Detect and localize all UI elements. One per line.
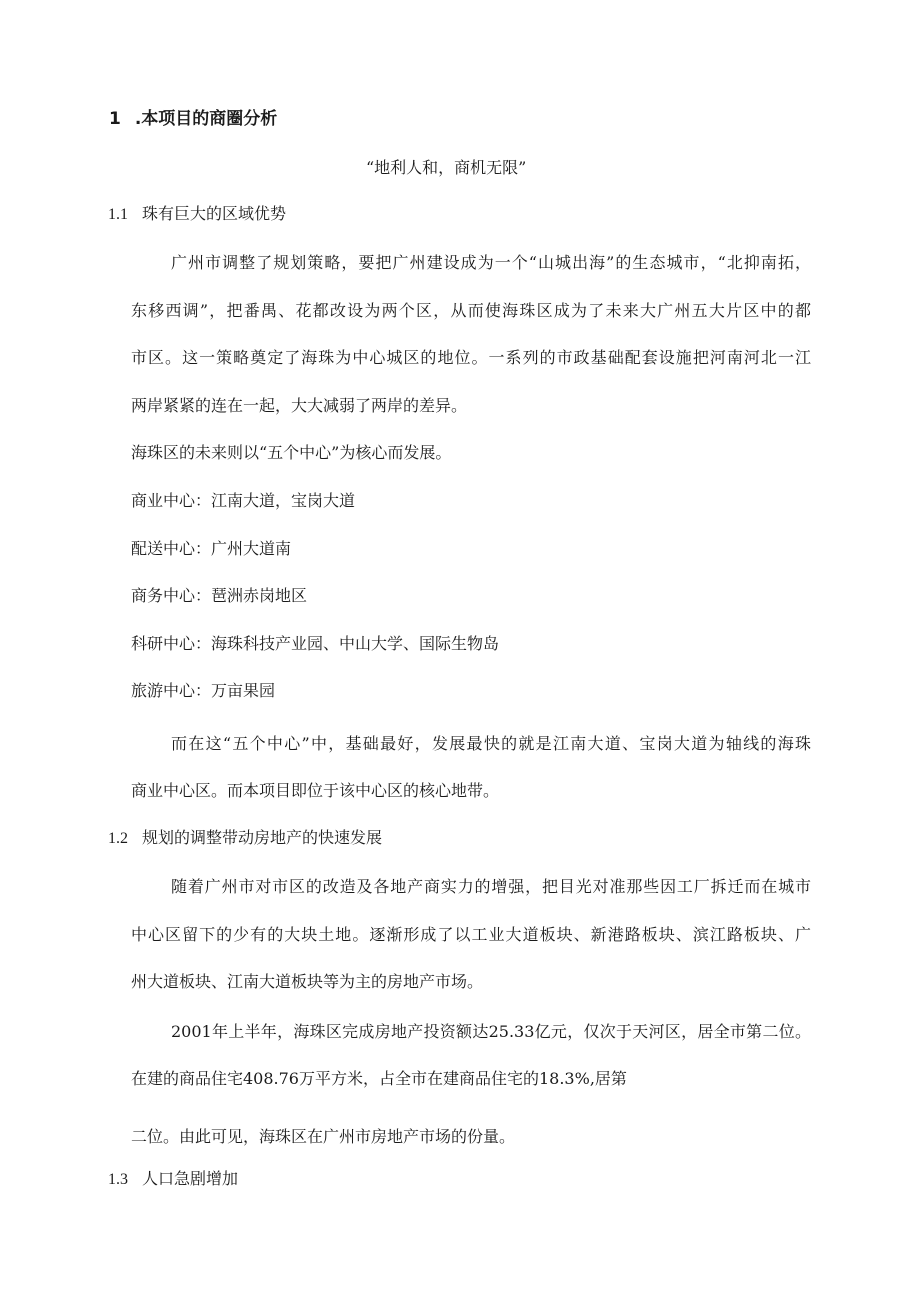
- motto: “地利人和，商机无限”: [366, 158, 527, 177]
- paragraph-line: 市区。这一策略奠定了海珠为中心城区的地位。一系列的市政基础配套设施把河南河北一江: [131, 348, 811, 367]
- paragraph-line: 而在这“五个中心”中，基础最好，发展最快的就是江南大道、宝岗大道为轴线的海珠: [171, 734, 811, 753]
- paragraph-line: 两岸紧紧的连在一起，大大减弱了两岸的差异。: [131, 396, 468, 415]
- main-heading: [109, 109, 277, 129]
- paragraph-line: 在建的商品住宅408.76万平方米，占全市在建商品住宅的18.3%,居第: [131, 1069, 627, 1088]
- paragraph-line: 2001年上半年，海珠区完成房地产投资额达25.33亿元，仅次于天河区，居全市第二位。: [171, 1022, 811, 1041]
- section-number: 1.2: [108, 830, 128, 847]
- paragraph-line: 二位。由此可见，海珠区在广州市房地产市场的份量。: [131, 1127, 516, 1146]
- heading-title: .本项目的商圈分析: [134, 109, 278, 129]
- center-item: 科研中心：海珠科技产业园、中山大学、国际生物岛: [131, 634, 500, 653]
- section-number: 1.3: [108, 1171, 128, 1188]
- paragraph-line: 州大道板块、江南大道板块等为主的房地产市场。: [131, 972, 484, 991]
- paragraph-line: 广州市调整了规划策略，要把广州建设成为一个“山城出海”的生态城市，“北抑南拓，: [171, 253, 811, 272]
- section-title: 珠有巨大的区域优势: [142, 204, 287, 223]
- paragraph-line: 商业中心区。而本项目即位于该中心区的核心地带。: [131, 781, 500, 800]
- section-number: 1.1: [108, 206, 128, 223]
- section-1-3-heading: [108, 1169, 238, 1190]
- center-item: 商业中心：江南大道，宝岗大道: [131, 491, 356, 510]
- section-1-2-heading: [108, 828, 382, 849]
- section-1-1-heading: [108, 204, 286, 225]
- section-title: 规划的调整带动房地产的快速发展: [142, 828, 383, 847]
- center-item: 旅游中心：万亩果园: [131, 681, 276, 700]
- paragraph-line: 中心区留下的少有的大块土地。逐渐形成了以工业大道板块、新港路板块、滨江路板块、广: [131, 925, 811, 944]
- heading-number: 1: [109, 109, 121, 129]
- section-title: 人口急剧增加: [142, 1169, 239, 1188]
- center-item: 商务中心：琶洲赤岗地区: [131, 586, 308, 605]
- center-item: 配送中心：广州大道南: [131, 539, 292, 558]
- five-centers-intro: 海珠区的未来则以“五个中心”为核心而发展。: [131, 443, 452, 462]
- paragraph-line: 东移西调”，把番禺、花都改设为两个区，从而使海珠区成为了未来大广州五大片区中的都: [131, 301, 811, 320]
- paragraph-line: 随着广州市对市区的改造及各地产商实力的增强，把目光对准那些因工厂拆迁而在城市: [171, 877, 811, 896]
